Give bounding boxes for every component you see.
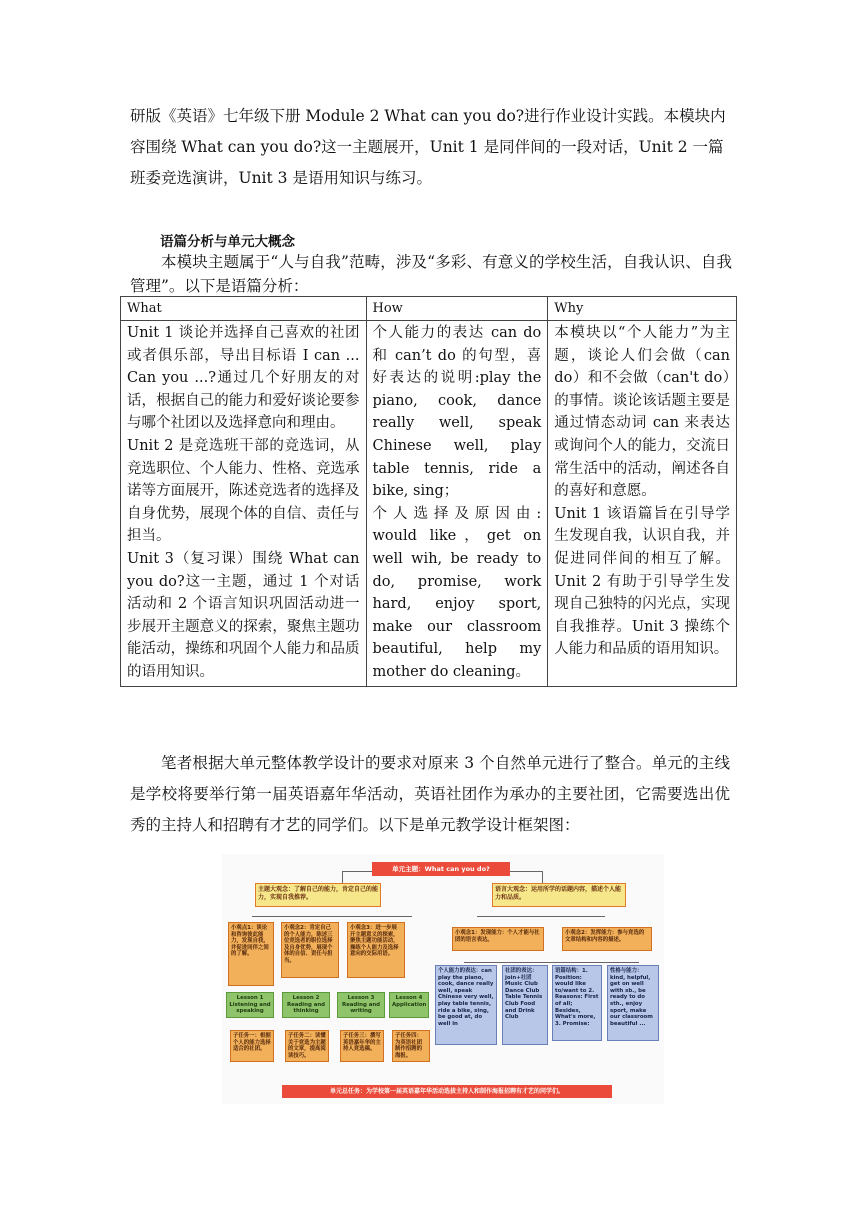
sub-task-1: 子任务一：根据个人的能力选择适合的社团。	[230, 1030, 274, 1062]
lang-club-box: 社团的表达：join+社团 Music Club Dance Club Table Tennis Club Food and Drink Club	[502, 965, 548, 1045]
lang-structure-box: 语篇结构：1. Position: would like to/want to 2. Reasons: First of all; Besides, What's more, 3. Promise:	[552, 965, 602, 1041]
sub-view-3: 小观念3：进一步展开主题意义的探索，聚焦主题功能活动，操练个人能力及选择意向的交际用语。	[347, 922, 405, 978]
cell-what	[121, 321, 367, 687]
table-row	[121, 321, 737, 687]
sub-lang-2: 小观念2：发挥能力：参与竞选的文章结构和内容的描述。	[562, 927, 652, 951]
top-paragraph-line: 班委竞选演讲，Unit 3 是语用知识与练习。	[130, 169, 432, 187]
unit-theme-box: 单元主题：What can you do?	[372, 862, 510, 876]
connector-line	[477, 916, 605, 917]
header-how: How	[366, 297, 548, 321]
theme-concept-box: 主题大观念：了解自己的能力，肯定自己的能力，实现自我推荐。	[255, 883, 381, 907]
cell-how	[366, 321, 548, 687]
table-header-row	[121, 297, 737, 321]
text-analysis-table	[120, 296, 737, 687]
sub-task-4: 子任务四：为英语社团制作招聘的海报。	[392, 1030, 430, 1062]
how-choice: 个人选择及原因由: would like，get on well wih, be ready to do, promise, work hard, enjoy sport, make our classroom beautiful, help my mother do cleaning。	[372, 505, 542, 680]
lesson-1-box: Lesson 1 Listening and speaking	[226, 992, 274, 1018]
what-unit2: Unit 2 是竞选班干部的竞选词，从竞选职位、个人能力、性格、竞选承诺等方面展开，陈述竞选者的选择及自身优势，展现个体的自信、责任与担当。	[127, 437, 360, 545]
how-ability: 个人能力的表达 can do 和 can’t do 的句型，喜好表达的说明:play the piano, cook, dance really well, speak Chinese well, play table tennis, ride a bike, sing；	[372, 325, 542, 500]
why-units: Unit 1 该语篇旨在引导学生发现自我，认识自我，并促进同伴间的相互了解。Unit 2 有助于引导学生发现自己独特的闪光点，实现自我推荐。Unit 3 操练个人能力和品质的语用知识。	[554, 505, 730, 658]
sub-view-1: 小观点1：谈论和咨询彼此能力，发现自我，并促进同伴之间的了解。	[228, 922, 274, 986]
why-module: 本模块以“个人能力”为主题，谈论人们会做（can do）和不会做（can't do）的事情。谈论该话题主要是通过情态动词 can 来表达或询问个人的能力，交流日常生活中的活动，阐述各自的喜好和意愿。	[554, 325, 730, 500]
bottom-text: 笔者根据大单元整体教学设计的要求对原来 3 个自然单元进行了整合。单元的主线是学校将要举行第一届英语嘉年华活动，英语社团作为承办的主要社团，它需要选出优秀的主持人和招聘有才艺的同学们。以下是单元教学设计框架图：	[130, 754, 730, 834]
sub-task-3: 子任务三：撰写英语嘉年华的主持人竞选稿。	[340, 1030, 384, 1062]
lesson-3-box: Lesson 3 Reading and writing	[337, 992, 385, 1018]
sub-task-2: 子任务二：读懂关于竞选为主题的文章，提高阅读技巧。	[285, 1030, 329, 1062]
top-paragraph-line: 研版《英语》七年级下册 Module 2 What can you do?进行作业设计实践。本模块内	[130, 107, 726, 125]
lesson-2-box: Lesson 2 Reading and thinking	[282, 992, 330, 1018]
section-heading: 语篇分析与单元大概念	[160, 234, 295, 250]
what-unit3: Unit 3（复习课）围绕 What can you do?这一主题，通过 1 个对话活动和 2 个语言知识巩固活动进一步展开主题意义的探索，聚焦主题功能活动，操练和巩固个人能力和品质的语用知识。	[127, 550, 360, 680]
top-paragraph-line: 容围绕 What can you do?这一主题展开，Unit 1 是同伴间的一段对话，Unit 2 一篇	[130, 138, 724, 156]
connector-line	[542, 871, 543, 883]
sub-lang-1: 小观念1：发现能力：个人才能与社团的语言表达。	[452, 927, 544, 951]
lesson-4-box: Lesson 4 Application	[389, 992, 429, 1018]
unit-framework-diagram	[222, 854, 664, 1104]
intro-text: 本模块主题属于“人与自我”范畴，涉及“多彩、有意义的学校生活，自我认识、自我管理”。以下是语篇分析：	[130, 253, 732, 295]
cell-why	[548, 321, 737, 687]
overall-task-banner: 单元总任务：为学校第一届英语嘉年华活动选拔主持人和制作海报招聘有才艺的同学们。	[282, 1085, 612, 1098]
lang-character-box: 性格与能力：kind, helpful, get on well with sb., be ready to do sth., enjoy sport, make our classroom beautiful ...	[607, 965, 659, 1041]
connector-line	[342, 871, 343, 883]
language-concept-box: 语言大观念：运用所学的话题内容，描述个人能力和品质。	[492, 883, 626, 907]
connector-line	[252, 916, 412, 917]
bottom-paragraph	[130, 748, 730, 841]
intro-paragraph	[130, 250, 732, 298]
sub-view-2: 小观念2：肯定自己的个人能力，陈述三位竞选者的职位选择及自身优势，展现个体的自信、责任与担当。	[281, 922, 339, 978]
connector-line	[464, 962, 639, 963]
header-why: Why	[548, 297, 737, 321]
top-paragraph	[130, 101, 730, 194]
what-unit1: Unit 1 谈论并选择自己喜欢的社团或者俱乐部，导出目标语 I can ... Can you ...?通过几个好朋友的对话，根据自己的能力和爱好谈论要参与哪个社团以及选择意向和理由。	[127, 325, 360, 432]
header-what: What	[121, 297, 367, 321]
lang-ability-box: 个人能力的表达：can play the piano, cook, dance really well, speak Chinese very well, play table tennis, ride a bike, sing, be good at, do well in	[435, 965, 497, 1045]
